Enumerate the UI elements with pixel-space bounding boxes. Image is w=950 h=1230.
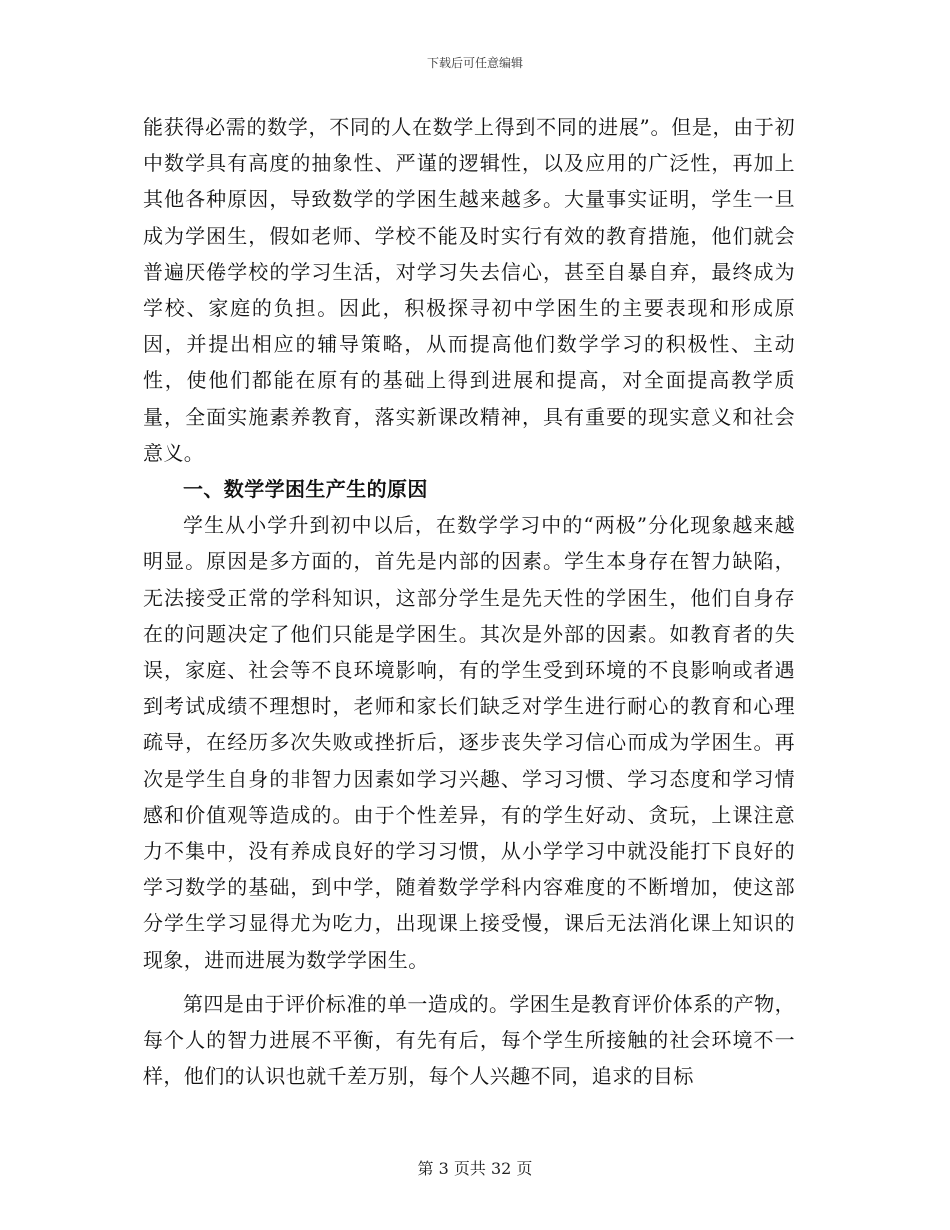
section-heading-causes: 一、数学学困生产生的原因 [183, 477, 428, 502]
paragraph-causes: 学生从小学升到初中以后，在数学学习中的“两极”分化现象越来越明显。原因是多方面的，首先是内部的因素。学生本身存在智力缺陷，无法接受正常的学科知识，这部分学生是先天性的学困生，他们自身存在的问题决定了他们只能是学困生。其次是外部的因素。如教育者的失误，家庭、社会等不良环境影响，有的学生受到环境的不良影响或者遇到考试成绩不理想时，老师和家长们缺乏对学生进行耐心的教育和心理疏导，在经历多次失败或挫折后，逐步丧失学习信心而成为学困生。再次是学生自身的非智力因素如学习兴趣、学习习惯、学习态度和学习情感和价值观等造成的。由于个性差异，有的学生好动、贪玩，上课注意力不集中，没有养成良好的学习习惯，从小学学习中就没能打下良好的学习数学的基础，到中学，随着数学学科内容难度的不断增加，使这部分学生学习显得尤为吃力，出现课上接受慢，课后无法消化课上知识的现象，进而进展为数学学困生。 [143, 513, 795, 972]
document-body [143, 109, 795, 1094]
header-note: 下载后可任意编辑 [426, 56, 523, 70]
paragraph-evaluation: 第四是由于评价标准的单一造成的。学困生是教育评价体系的产物，每个人的智力进展不平衡，有先有后，每个学生所接触的社会环境不一样，他们的认识也就千差万别，每个人兴趣不同，追求的目标 [143, 991, 795, 1089]
paragraph-intro-continuation: 能获得必需的数学，不同的人在数学上得到不同的进展”。但是，由于初中数学具有高度的抽象性、严谨的逻辑性，以及应用的广泛性，再加上其他各种原因，导致数学的学困生越来越多。大量事实证明，学生一旦成为学困生，假如老师、学校不能及时实行有效的教育措施，他们就会普遍厌倦学校的学习生活，对学习失去信心，甚至自暴自弃，最终成为学校、家庭的负担。因此，积极探寻初中学困生的主要表现和形成原因，并提出相应的辅导策略，从而提高他们数学学习的积极性、主动性，使他们都能在原有的基础上得到进展和提高，对全面提高教学质量，全面实施素养教育，落实新课改精神，具有重要的现实意义和社会意义。 [143, 115, 795, 465]
page-number: 第 3 页共 32 页 [417, 1159, 533, 1178]
